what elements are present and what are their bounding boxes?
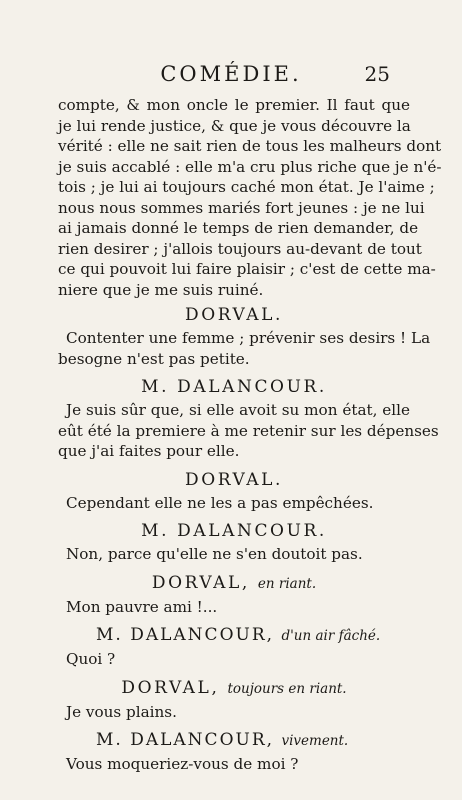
speaker-with-direction bbox=[58, 675, 410, 702]
page-header bbox=[0, 62, 462, 92]
speaker-with-direction bbox=[58, 727, 410, 754]
speaker-name: M. DALANCOUR, bbox=[96, 730, 275, 750]
speaker-with-direction bbox=[58, 570, 410, 597]
text-line: tois ; je lui ai toujours caché mon état. Je l'aime ; bbox=[58, 178, 435, 196]
text-line: je suis accablé : elle m'a cru plus riche que je n'é- bbox=[58, 157, 442, 176]
speaker-name: DORVAL, bbox=[121, 677, 220, 698]
speaker-name: M. DALANCOUR. bbox=[141, 521, 327, 541]
dialogue-line: que j'ai faites pour elle. bbox=[58, 442, 240, 460]
stage-direction: vivement. bbox=[281, 733, 349, 749]
dialogue-line: Je vous plains. bbox=[66, 702, 177, 721]
stage-direction: en riant. bbox=[257, 575, 317, 592]
speaker-name: DORVAL. bbox=[184, 469, 284, 490]
dialogue-line: Quoi ? bbox=[66, 650, 116, 668]
text-line: nous nous sommes mariés fort jeunes : je ne lui bbox=[58, 198, 425, 217]
page-body bbox=[58, 95, 442, 775]
speaker-with-direction bbox=[58, 622, 410, 649]
dialogue-line: Vous moqueriez-vous de moi ? bbox=[66, 755, 299, 773]
dialogue-line: besogne n'est pas petite. bbox=[58, 349, 250, 368]
dialogue-line: Je suis sûr que, si elle avoit su mon état, elle bbox=[66, 401, 410, 419]
text-line: ai jamais donné le temps de rien demander, de bbox=[58, 219, 419, 237]
stage-direction: d'un air fâché. bbox=[281, 628, 381, 644]
paragraph bbox=[58, 95, 442, 300]
text-line: niere que je me suis ruiné. bbox=[58, 280, 264, 299]
speaker-name: DORVAL. bbox=[184, 305, 284, 325]
dialogue-line: eût été la premiere à me retenir sur les dépenses bbox=[58, 421, 439, 440]
page-number: 25 bbox=[364, 62, 390, 86]
text-line: rien desirer ; j'allois toujours au-devant de tout bbox=[58, 239, 422, 258]
text-line: vérité : elle ne sait rien de tous les malheurs dont bbox=[58, 137, 442, 155]
running-head: COMÉDIE. bbox=[160, 62, 302, 86]
speaker-name: M. DALANCOUR. bbox=[141, 377, 327, 397]
text-line: ce qui pouvoit lui faire plaisir ; c'est de cette ma- bbox=[58, 260, 436, 278]
stage-direction: toujours en riant. bbox=[227, 680, 347, 697]
speaker-name: M. DALANCOUR, bbox=[96, 625, 275, 645]
dialogue-line: Contenter une femme ; prévenir ses desirs ! La bbox=[66, 329, 431, 347]
dialogue-line: Non, parce qu'elle ne s'en doutoit pas. bbox=[66, 545, 363, 563]
speaker-name: DORVAL, bbox=[151, 572, 250, 593]
text-line: compte, & mon oncle le premier. Il faut que bbox=[58, 96, 410, 114]
text-line: je lui rende justice, & que je vous découvre la bbox=[58, 116, 411, 135]
dialogue-line: Cependant elle ne les a pas empêchées. bbox=[66, 493, 374, 512]
dialogue-line: Mon pauvre ami !... bbox=[66, 597, 218, 616]
